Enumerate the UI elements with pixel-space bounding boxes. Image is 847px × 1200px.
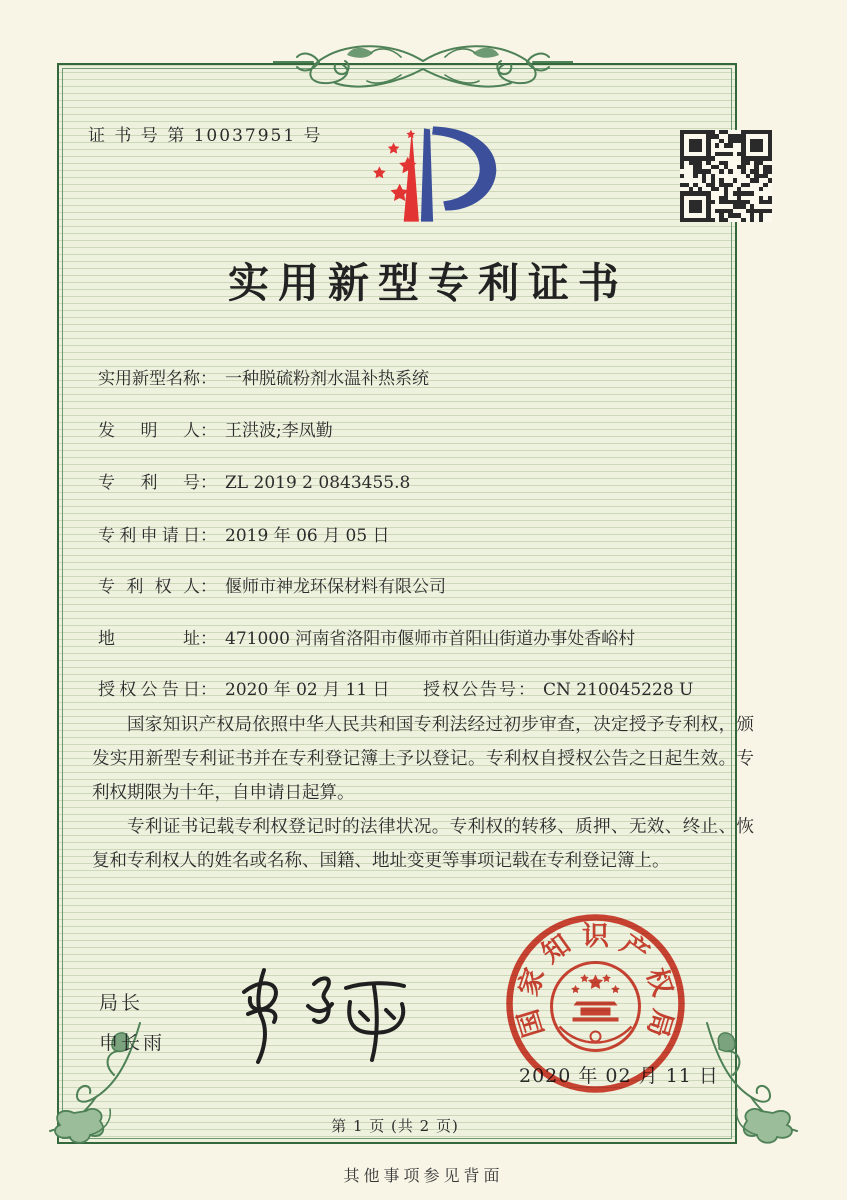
signature-handwriting-icon: [228, 962, 418, 1067]
field-value: 2019 年 06 月 05 日: [225, 526, 390, 546]
field-label: 授权公告号: [423, 680, 518, 700]
field-colon: ：: [518, 680, 535, 700]
field-inventor: [98, 416, 333, 441]
field-colon: ：: [200, 526, 217, 546]
field-filing-date: [98, 521, 390, 546]
top-ornament-icon: [273, 35, 573, 91]
svg-text:产: 产: [614, 928, 655, 970]
field-value: 偃师市神龙环保材料有限公司: [225, 577, 446, 597]
commissioner-title: 局长: [99, 992, 144, 1014]
field-grant-number: [423, 675, 693, 700]
page-number: 第 1 页 (共 2 页): [331, 1117, 459, 1135]
national-emblem-icon: [552, 963, 640, 1051]
field-colon: ：: [200, 577, 217, 597]
field-label: 授权公告日: [98, 680, 200, 700]
field-colon: ：: [200, 473, 217, 493]
field-value: 王洪波;李凤勤: [225, 421, 333, 441]
field-patentee: [98, 572, 446, 597]
legal-paragraph-1: 国家知识产权局依照中华人民共和国专利法经过初步审查，决定授予专利权，颁发实用新型专利证书并在专利登记簿上予以登记。专利权自授权公告之日起生效。专利权期限为十年，自申请日起算。: [92, 715, 754, 803]
field-grant-row: [98, 675, 694, 700]
field-colon: ：: [200, 421, 217, 441]
red-seal-icon: [500, 908, 691, 1099]
field-value: 一种脱硫粉剂水温补热系统: [225, 369, 429, 389]
field-label: 地址: [98, 629, 200, 649]
field-label: 专利权人: [98, 577, 200, 597]
svg-text:家: 家: [513, 964, 552, 1000]
field-value: CN 210045228 U: [543, 680, 694, 700]
field-label: 实用新型名称: [98, 369, 200, 389]
svg-text:知: 知: [536, 928, 577, 970]
svg-text:识: 识: [582, 921, 609, 952]
svg-text:局: 局: [640, 1005, 679, 1041]
field-colon: ：: [200, 629, 217, 649]
certificate-number: 证 书 号 第 10037951 号: [88, 126, 323, 146]
field-address: [98, 624, 635, 649]
field-value: 471000 河南省洛阳市偃师市首阳山街道办事处香峪村: [225, 629, 636, 649]
field-colon: ：: [200, 369, 217, 389]
svg-text:权: 权: [639, 964, 678, 1000]
qr-code: [680, 130, 772, 222]
certificate-title: 实用新型专利证书: [228, 259, 628, 307]
field-utility-model-name: [98, 364, 429, 389]
field-colon: ：: [200, 680, 217, 700]
legal-paragraph-2: 专利证书记载专利权登记时的法律状况。专利权的转移、质押、无效、终止、恢复和专利权人的姓名或名称、国籍、地址变更等事项记载在专利登记簿上。: [92, 817, 754, 871]
field-value: ZL 2019 2 0843455.8: [225, 473, 411, 493]
field-label: 专利申请日: [98, 526, 200, 546]
back-note: 其他事项参见背面: [343, 1166, 504, 1185]
field-patent-number: [98, 468, 410, 493]
seal-date: 2020 年 02 月 11 日: [519, 1065, 719, 1087]
cnipa-logo-icon: [350, 120, 502, 230]
field-label: 专利号: [98, 473, 200, 493]
field-label: 发明人: [98, 421, 200, 441]
field-value: 2020 年 02 月 11 日: [225, 680, 390, 700]
commissioner-name: 申长雨: [99, 1032, 166, 1054]
legal-text: [92, 708, 754, 878]
svg-text:国: 国: [512, 1005, 551, 1041]
